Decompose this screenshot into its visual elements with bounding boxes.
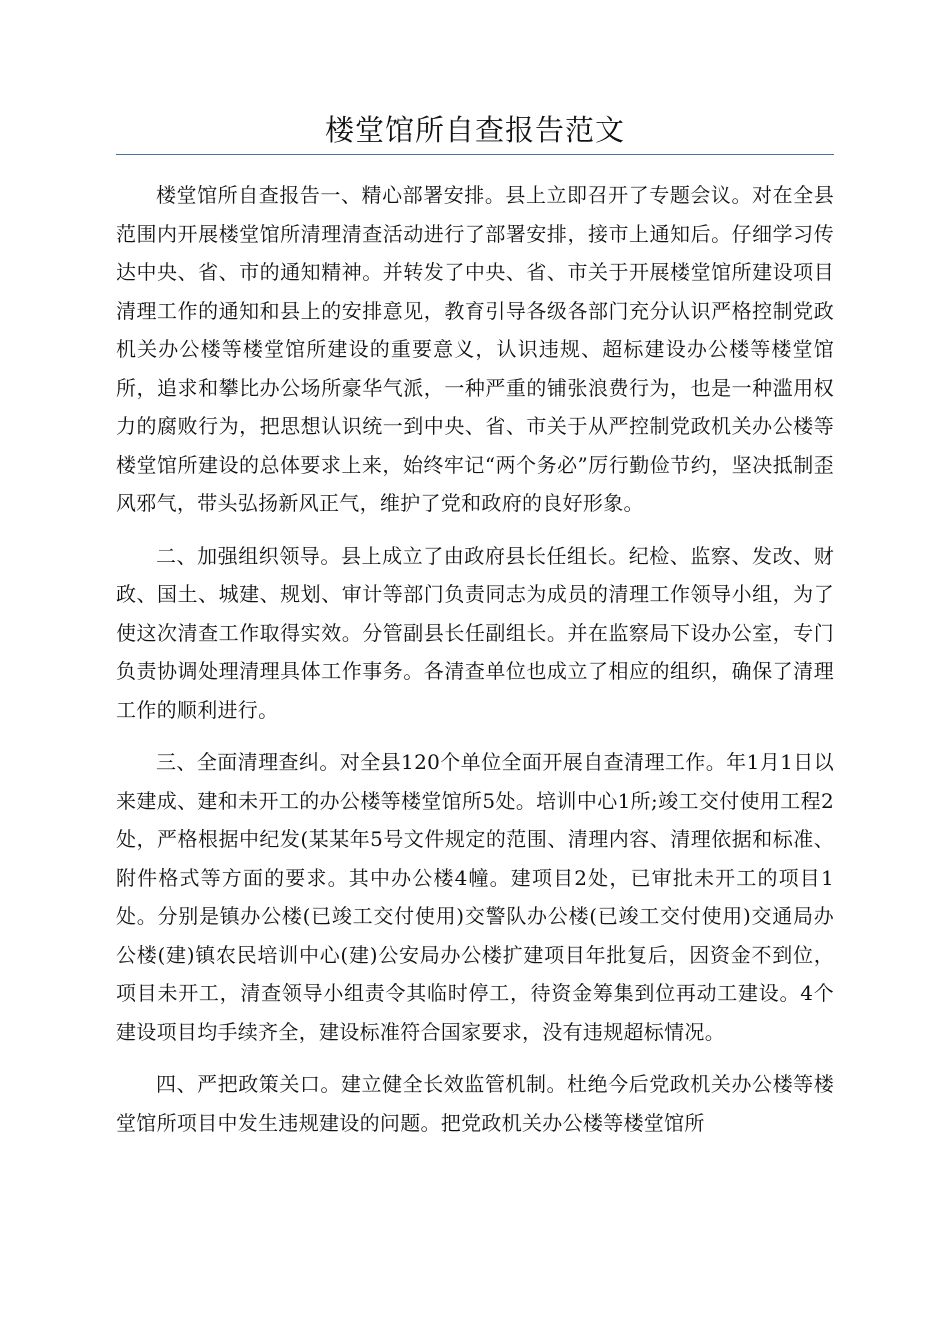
document-title: 楼堂馆所自查报告范文 — [324, 113, 625, 147]
title-underline — [116, 154, 834, 155]
paragraph-4: 四、严把政策关口。建立健全长效监管机制。杜绝今后党政机关办公楼等楼堂馆所项目中发生违规建设的问题。把党政机关办公楼等楼堂馆所 — [116, 1072, 834, 1135]
document-body — [116, 176, 834, 1156]
paragraph-1: 楼堂馆所自查报告一、精心部署安排。县上立即召开了专题会议。对在全县范围内开展楼堂馆所清理清查活动进行了部署安排，接市上通知后。仔细学习传达中央、省、市的通知精神。并转发了中央、省、市关于开展楼堂馆所建设项目清理工作的通知和县上的安排意见，教育引导各级各部门充分认识严格控制党政机关办公楼等楼堂馆所建设的重要意义，认识违规、超标建设办公楼等楼堂馆所，追求和攀比办公场所豪华气派，一种严重的铺张浪费行为，也是一种滥用权力的腐败行为，把思想认识统一到中央、省、市关于从严控制党政机关办公楼等楼堂馆所建设的总体要求上来，始终牢记“两个务必”厉行勤俭节约，坚决抵制歪风邪气，带头弘扬新风正气，维护了党和政府的良好形象。 — [116, 183, 834, 515]
paragraph-3: 三、全面清理查纠。对全县120个单位全面开展自查清理工作。年1月1日以来建成、建和未开工的办公楼等楼堂馆所5处。培训中心1所;竣工交付使用工程2处，严格根据中纪发(某某年5号文件规定的范围、清理内容、清理依据和标准、附件格式等方面的要求。其中办公楼4幢。建项目2处，已审批未开工的项目1处。分别是镇办公楼(已竣工交付使用)交警队办公楼(已竣工交付使用)交通局办公楼(建)镇农民培训中心(建)公安局办公楼扩建项目年批复后，因资金不到位，项目未开工，清查领导小组责令其临时停工，待资金筹集到位再动工建设。4个建设项目均手续齐全，建设标准符合国家要求，没有违规超标情况。 — [116, 750, 834, 1044]
paragraph-2: 二、加强组织领导。县上成立了由政府县长任组长。纪检、监察、发改、财政、国土、城建、规划、审计等部门负责同志为成员的清理工作领导小组，为了使这次清查工作取得实效。分管副县长任副组长。并在监察局下设办公室，专门负责协调处理清理具体工作事务。各清查单位也成立了相应的组织，确保了清理工作的顺利进行。 — [116, 543, 834, 722]
